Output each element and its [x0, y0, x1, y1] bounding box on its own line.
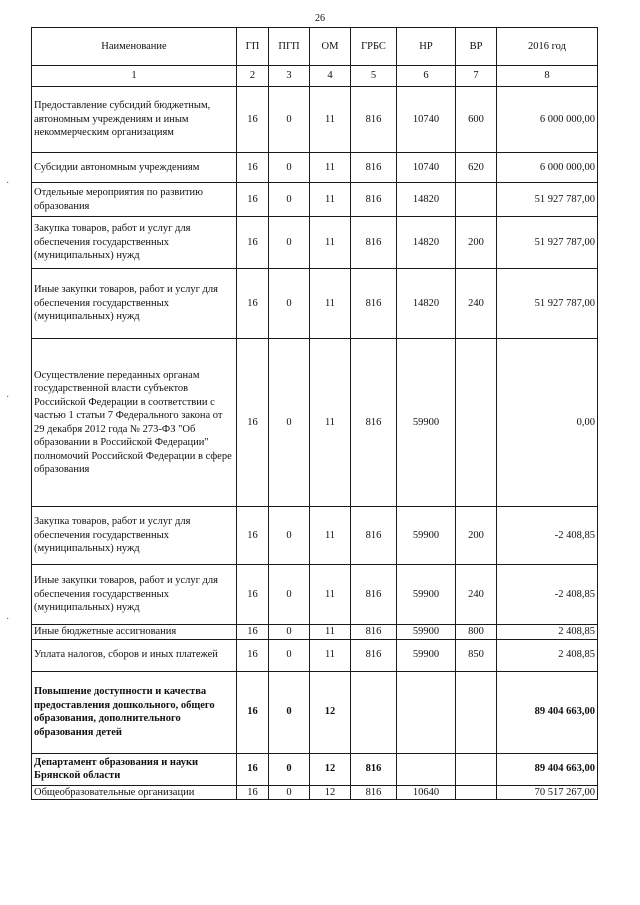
- col-number: 2: [237, 66, 269, 87]
- margin-mark: ·: [6, 392, 10, 403]
- col-header-pgp: ПГП: [269, 28, 310, 66]
- row-pgp: 0: [269, 339, 310, 507]
- table-row: [32, 153, 598, 183]
- col-number: 6: [397, 66, 456, 87]
- row-om: 11: [310, 639, 351, 671]
- row-nr: 14820: [397, 183, 456, 217]
- row-pgp: 0: [269, 671, 310, 753]
- table-row: [32, 87, 598, 153]
- row-name: Иные бюджетные ассигнования: [32, 625, 237, 640]
- row-pgp: 0: [269, 785, 310, 800]
- row-grbs: 816: [351, 785, 397, 800]
- col-header-om: ОМ: [310, 28, 351, 66]
- row-grbs: 816: [351, 339, 397, 507]
- row-gp: 16: [237, 217, 269, 269]
- row-pgp: 0: [269, 753, 310, 785]
- row-pgp: 0: [269, 183, 310, 217]
- row-nr: 59900: [397, 625, 456, 640]
- row-nr: [397, 671, 456, 753]
- table-row: [32, 639, 598, 671]
- row-grbs: 816: [351, 639, 397, 671]
- row-vr: [456, 339, 497, 507]
- row-gp: 16: [237, 625, 269, 640]
- row-name: Осуществление переданных органам государственной власти субъектов Российской Федерации в соответствии с частью 1 статьи 7 Федерального закона от 29 декабря 2012 года № 273-ФЗ "Об образовании в Российской Федерации" полномочий Российской Федерации в сфере образования: [32, 339, 237, 507]
- row-grbs: 816: [351, 183, 397, 217]
- row-grbs: 816: [351, 507, 397, 565]
- table-row: [32, 565, 598, 625]
- row-nr: 10740: [397, 87, 456, 153]
- row-nr: 10740: [397, 153, 456, 183]
- row-vr: 200: [456, 507, 497, 565]
- table-row: [32, 183, 598, 217]
- row-nr: 59900: [397, 639, 456, 671]
- row-vr: [456, 671, 497, 753]
- row-gp: 16: [237, 269, 269, 339]
- row-amount: 51 927 787,00: [497, 217, 598, 269]
- row-nr: 59900: [397, 339, 456, 507]
- table-row: [32, 339, 598, 507]
- row-om: 11: [310, 153, 351, 183]
- col-header-gp: ГП: [237, 28, 269, 66]
- table-row: [32, 217, 598, 269]
- row-nr: [397, 753, 456, 785]
- row-om: 12: [310, 671, 351, 753]
- table-row: [32, 753, 598, 785]
- col-number: 5: [351, 66, 397, 87]
- row-gp: 16: [237, 639, 269, 671]
- row-amount: 2 408,85: [497, 625, 598, 640]
- row-name: Иные закупки товаров, работ и услуг для обеспечения государственных (муниципальных) нужд: [32, 565, 237, 625]
- row-name: Отдельные мероприятия по развитию образования: [32, 183, 237, 217]
- row-grbs: 816: [351, 217, 397, 269]
- row-grbs: 816: [351, 625, 397, 640]
- row-name: Повышение доступности и качества предоставления дошкольного, общего образования, дополнительного образования детей: [32, 671, 237, 753]
- header-row: [32, 28, 598, 66]
- row-amount: 51 927 787,00: [497, 183, 598, 217]
- row-amount: 2 408,85: [497, 639, 598, 671]
- row-vr: 600: [456, 87, 497, 153]
- col-header-nr: НР: [397, 28, 456, 66]
- row-pgp: 0: [269, 153, 310, 183]
- row-amount: -2 408,85: [497, 565, 598, 625]
- row-grbs: [351, 671, 397, 753]
- col-number: 4: [310, 66, 351, 87]
- table-row: [32, 671, 598, 753]
- row-pgp: 0: [269, 565, 310, 625]
- col-number: 7: [456, 66, 497, 87]
- row-gp: 16: [237, 753, 269, 785]
- col-number: 8: [497, 66, 598, 87]
- row-om: 11: [310, 269, 351, 339]
- row-pgp: 0: [269, 639, 310, 671]
- row-amount: 6 000 000,00: [497, 153, 598, 183]
- row-om: 11: [310, 565, 351, 625]
- row-amount: -2 408,85: [497, 507, 598, 565]
- row-name: Закупка товаров, работ и услуг для обеспечения государственных (муниципальных) нужд: [32, 217, 237, 269]
- table-row: [32, 507, 598, 565]
- row-om: 11: [310, 87, 351, 153]
- row-nr: 59900: [397, 565, 456, 625]
- row-pgp: 0: [269, 625, 310, 640]
- col-header-grbs: ГРБС: [351, 28, 397, 66]
- row-om: 11: [310, 339, 351, 507]
- row-gp: 16: [237, 183, 269, 217]
- row-nr: 10640: [397, 785, 456, 800]
- row-vr: 240: [456, 565, 497, 625]
- row-vr: [456, 753, 497, 785]
- row-vr: 850: [456, 639, 497, 671]
- row-vr: 200: [456, 217, 497, 269]
- row-om: 12: [310, 785, 351, 800]
- col-header-vr: ВР: [456, 28, 497, 66]
- row-grbs: 816: [351, 753, 397, 785]
- row-gp: 16: [237, 671, 269, 753]
- col-number: 1: [32, 66, 237, 87]
- row-gp: 16: [237, 153, 269, 183]
- row-vr: 620: [456, 153, 497, 183]
- margin-mark: ·: [6, 178, 10, 189]
- row-nr: 14820: [397, 217, 456, 269]
- row-gp: 16: [237, 339, 269, 507]
- row-name: Уплата налогов, сборов и иных платежей: [32, 639, 237, 671]
- row-amount: 51 927 787,00: [497, 269, 598, 339]
- row-name: Закупка товаров, работ и услуг для обеспечения государственных (муниципальных) нужд: [32, 507, 237, 565]
- budget-table: [31, 27, 598, 800]
- row-gp: 16: [237, 87, 269, 153]
- col-header-year: 2016 год: [497, 28, 598, 66]
- row-amount: 6 000 000,00: [497, 87, 598, 153]
- column-number-row: [32, 66, 598, 87]
- row-gp: 16: [237, 785, 269, 800]
- row-om: 11: [310, 625, 351, 640]
- table-body: [32, 87, 598, 800]
- row-amount: 89 404 663,00: [497, 671, 598, 753]
- table-row: [32, 269, 598, 339]
- row-amount: 70 517 267,00: [497, 785, 598, 800]
- row-pgp: 0: [269, 269, 310, 339]
- col-header-name: Наименование: [32, 28, 237, 66]
- row-pgp: 0: [269, 87, 310, 153]
- row-amount: 0,00: [497, 339, 598, 507]
- margin-mark: ·: [6, 614, 10, 625]
- row-name: Предоставление субсидий бюджетным, автономным учреждениям и иным некоммерческим организациям: [32, 87, 237, 153]
- row-name: Субсидии автономным учреждениям: [32, 153, 237, 183]
- row-name: Общеобразовательные организации: [32, 785, 237, 800]
- row-grbs: 816: [351, 153, 397, 183]
- row-gp: 16: [237, 565, 269, 625]
- row-name: Департамент образования и науки Брянской области: [32, 753, 237, 785]
- row-nr: 59900: [397, 507, 456, 565]
- row-vr: [456, 785, 497, 800]
- row-nr: 14820: [397, 269, 456, 339]
- row-vr: 800: [456, 625, 497, 640]
- row-om: 11: [310, 507, 351, 565]
- row-gp: 16: [237, 507, 269, 565]
- row-amount: 89 404 663,00: [497, 753, 598, 785]
- row-grbs: 816: [351, 565, 397, 625]
- col-number: 3: [269, 66, 310, 87]
- row-grbs: 816: [351, 269, 397, 339]
- row-vr: [456, 183, 497, 217]
- page-number: 26: [315, 13, 325, 24]
- table-row: [32, 785, 598, 800]
- row-om: 11: [310, 183, 351, 217]
- row-pgp: 0: [269, 217, 310, 269]
- table-row: [32, 625, 598, 640]
- row-om: 12: [310, 753, 351, 785]
- row-grbs: 816: [351, 87, 397, 153]
- row-om: 11: [310, 217, 351, 269]
- row-name: Иные закупки товаров, работ и услуг для обеспечения государственных (муниципальных) нужд: [32, 269, 237, 339]
- row-pgp: 0: [269, 507, 310, 565]
- row-vr: 240: [456, 269, 497, 339]
